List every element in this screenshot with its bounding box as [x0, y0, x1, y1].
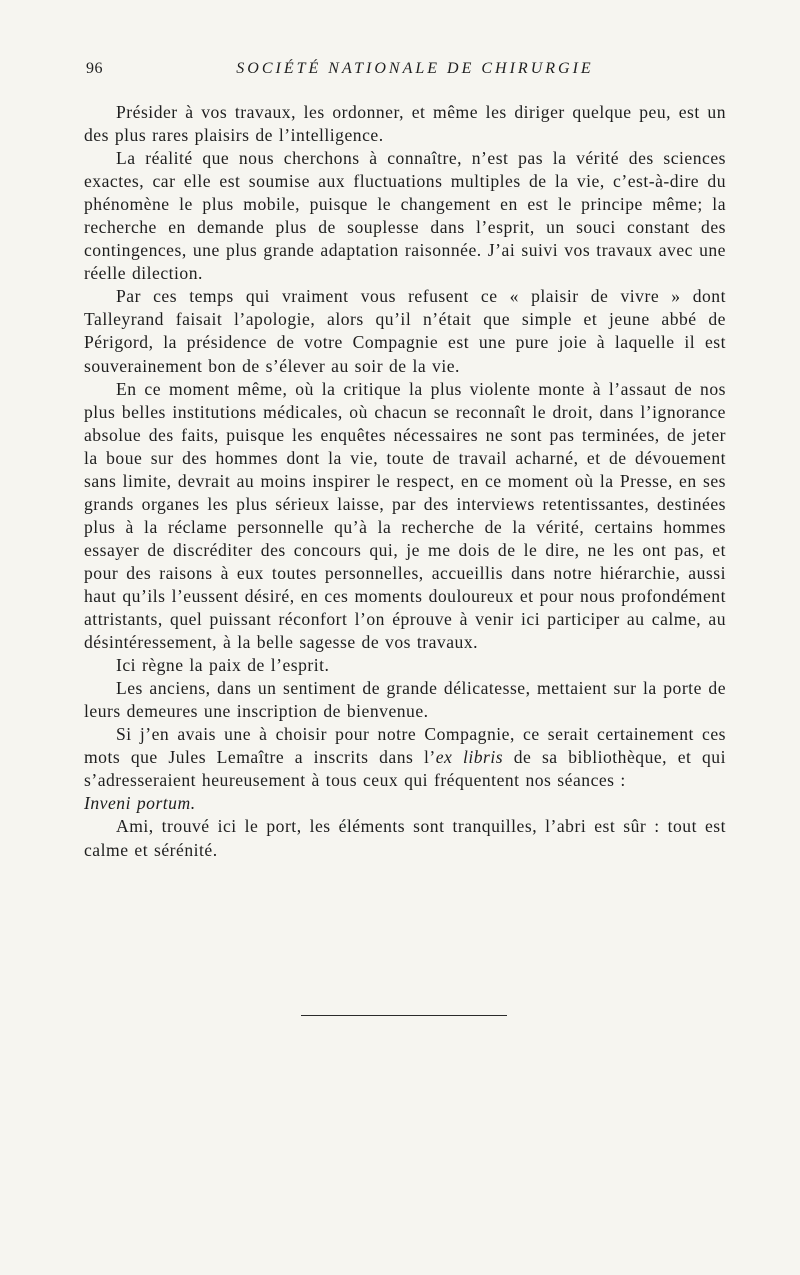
motto: Inveni portum. [84, 793, 196, 814]
ex-libris-term: ex libris [435, 747, 504, 768]
running-title: SOCIÉTÉ NATIONALE DE CHIRURGIE [236, 60, 594, 77]
paragraph: Les anciens, dans un sentiment de grande délicatesse, mettaient sur la porte de leurs demeures une inscription de bienvenue. [84, 678, 726, 722]
section-divider [301, 1015, 507, 1016]
page-number: 96 [86, 60, 103, 77]
paragraph: La réalité que nous cherchons à connaître, n’est pas la vérité des sciences exactes, car elle est soumise aux fluctuations multiples de la vie, c’est-à-dire du phénomène le plus mobile, puisque le changement en est le principe même; la recherche en demande plus de souplesse dans l’esprit, un souci constant des contingences, une plus grande adaptation raisonnée. J’ai suivi vos travaux avec une réelle dilection. [84, 148, 726, 284]
paragraph: Ici règne la paix de l’esprit. [116, 655, 330, 676]
body-text [84, 101, 726, 862]
paragraph: Par ces temps qui vraiment vous refusent ce « plaisir de vivre » dont Talleyrand faisait l’apologie, alors qu’il n’était que simple et jeune abbé de Périgord, la présidence de votre Compagnie est une pure joie à laquelle il est souverainement bon de s’élever au soir de la vie. [84, 286, 726, 376]
paragraph: En ce moment même, où la critique la plus violente monte à l’assaut de nos plus belles institutions médicales, où chacun se reconnaît le droit, dans l’ignorance absolue des faits, puisque les enquêtes nécessaires ne sont pas terminées, de jeter la boue sur des hommes dont la vie, toute de travail acharné, et de dévouement sans limite, devrait au moins inspirer le respect, en ce moment où la Presse, en ses grands organes les plus sérieux laisse, par des interviews retentissantes, destinées plus à la réclame personnelle qu’à la recherche de la vérité, certains hommes essayer de discréditer des concours qui, je me dois de le dire, ne les ont pas, et pour des raisons à eux toutes personnelles, accueillis dans notre hiérarchie, aussi haut qu’ils l’eussent désiré, en ces moments douloureux et pour nous profondément attristants, quel puissant réconfort l’on éprouve à venir ici participer au calme, au désintéressement, à la belle sagesse de vos travaux. [84, 378, 726, 653]
text-span: Si j’en avais une à choisir pour notre Compagnie, ce serait certainement ces mots que Jules Lemaître a inscrits dans l’ [84, 724, 726, 768]
text-span: de sa bibliothèque, et qui s’adresseraient heureusement à tous ceux qui fréquentent nos séances : [84, 747, 726, 791]
paragraph-lemaitre [84, 723, 726, 792]
paragraph: Présider à vos travaux, les ordonner, et même les diriger quelque peu, est un des plus rares plaisirs de l’intelligence. [84, 102, 726, 146]
closing-paragraph: Ami, trouvé ici le port, les éléments sont tranquilles, l’abri est sûr : tout est calme et sérénité. [84, 816, 726, 860]
page-header [86, 60, 724, 84]
